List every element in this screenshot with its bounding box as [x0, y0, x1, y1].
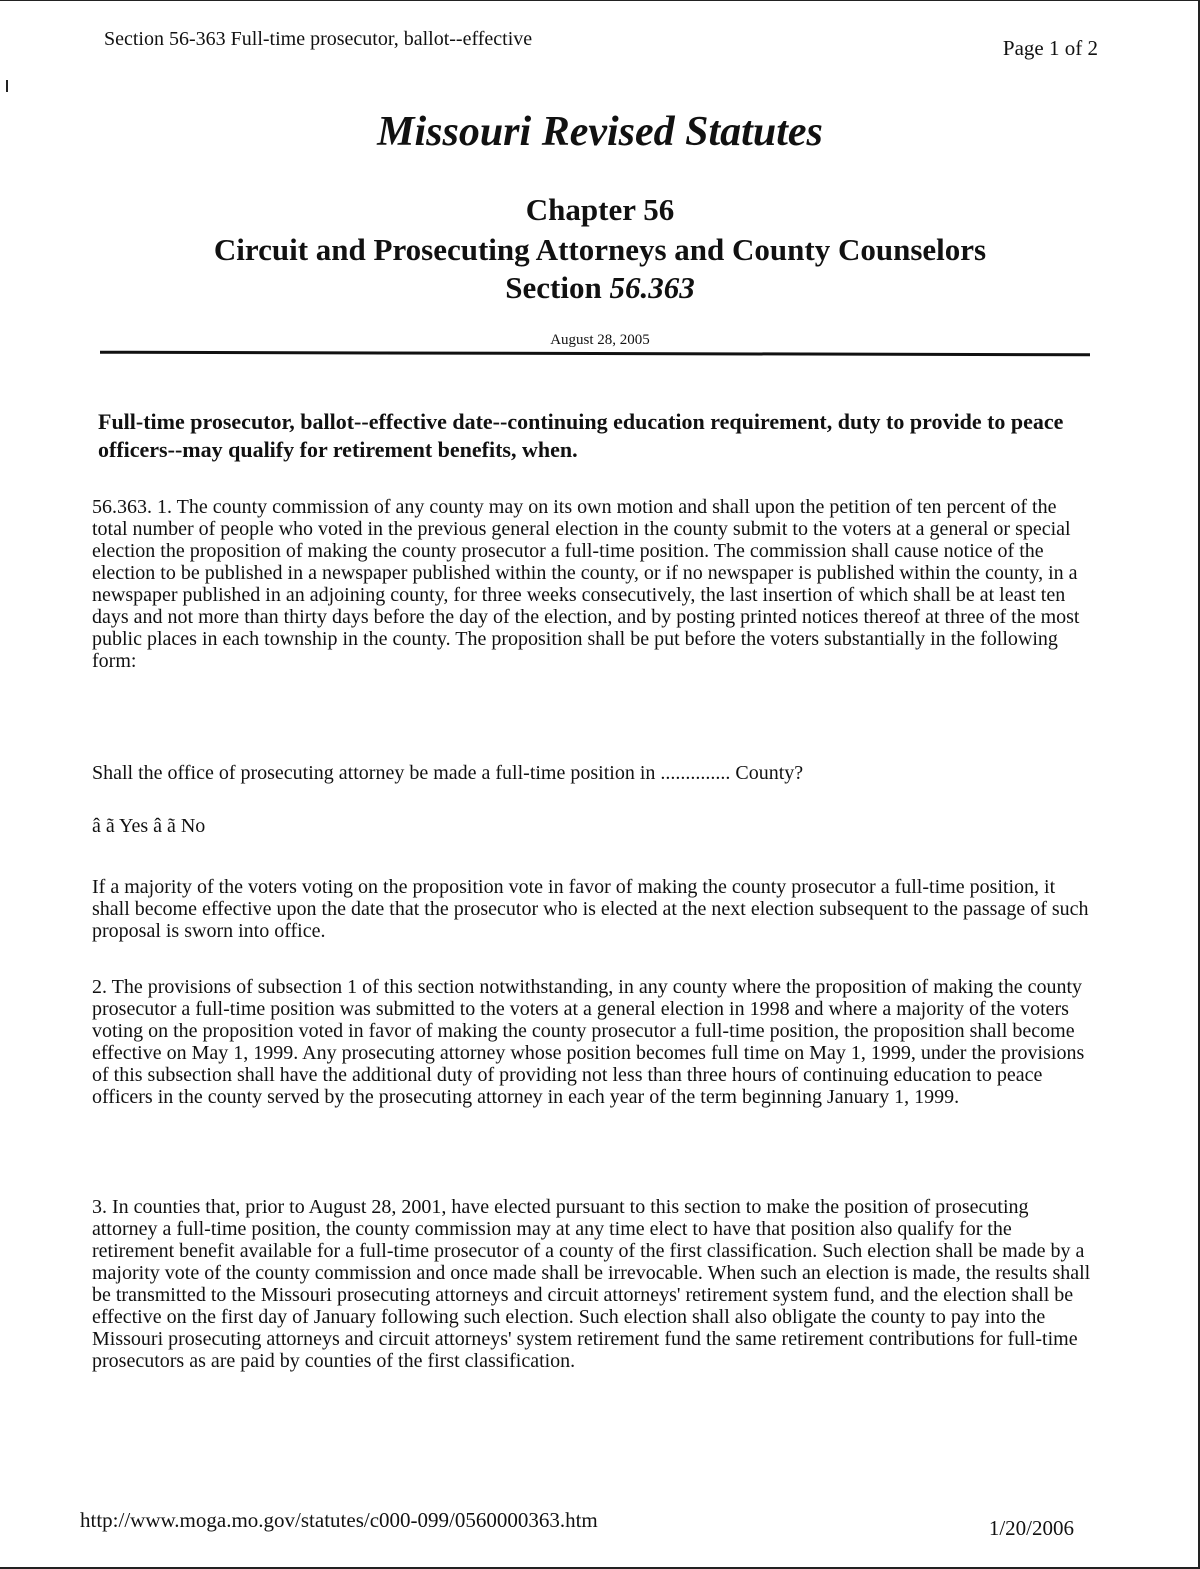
effective-date: August 28, 2005: [550, 332, 650, 348]
footer-url: http://www.moga.mo.gov/statutes/c000-099/0560000363.htm: [80, 1508, 598, 1532]
paragraph-1: 56.363. 1. The county commission of any county may on its own motion and shall upon the petition of ten percent of the total number of people who voted in the previous general election in the county submit to the voters at a general or special election the proposition of making the county prosecutor a full-time position. The commission shall cause notice of the election to be published in a newspaper published within the county, or if no newspaper is published within the county, in a newspaper published in an adjoining county, for three weeks consecutively, the last insertion of which shall be at least ten days and not more than thirty days before the day of the election, and by posting printed notices thereof at three of the most public places in each township in the county. The proposition shall be put before the voters substantially in the following form:: [92, 496, 1080, 672]
paragraph-3: 3. In counties that, prior to August 28, 2001, have elected pursuant to this section to make the position of prosecuting attorney a full-time position, the county commission may at any time elect to have that position also qualify for the retirement benefit available for a full-time prosecutor of a county of the first classification. Such election shall be made by a majority vote of the county commission and once made shall be irrevocable. When such an election is made, the results shall be transmitted to the Missouri prosecuting attorneys and circuit attorneys' retirement system fund, and the election shall be effective on the first day of January following such election. Such election shall also obligate the county to pay into the Missouri prosecuting attorneys and circuit attorneys' system retirement fund the same retirement contributions for full-time prosecutors as are paid by counties of the first classification.: [92, 1196, 1091, 1372]
page-number: Page 1 of 2: [1002, 36, 1098, 60]
running-header-title: Section 56-363 Full-time prosecutor, ballot--effective: [104, 28, 533, 50]
chapter-title: Circuit and Prosecuting Attorneys and County Counselors: [213, 232, 987, 267]
section-number: 56.363: [609, 270, 695, 305]
paragraph-majority: If a majority of the voters voting on the proposition vote in favor of making the county prosecutor a full-time position, it shall become effective upon the date that the prosecutor who is elected at the next election subsequent to the passage of such proposal is sworn into office.: [92, 876, 1089, 942]
scan-mark: [6, 80, 8, 92]
paragraph-2: 2. The provisions of subsection 1 of this section notwithstanding, in any county where the proposition of making the county prosecutor a full-time position was submitted to the voters at a general election in 1998 and where a majority of the voters voting on the proposition voted in favor of making the county prosecutor a full-time position, the proposition shall become effective on May 1, 1999. Any prosecuting attorney whose position becomes full time on May 1, 1999, under the provisions of this subsection shall have the additional duty of providing not less than three hours of continuing education to peace officers in the county served by the prosecuting attorney in each year of the term beginning January 1, 1999.: [92, 976, 1085, 1108]
chapter-number: Chapter 56: [525, 192, 675, 227]
ballot-options: â ã Yes â ã No: [92, 815, 206, 837]
section-label: Section: [505, 270, 602, 305]
footer-print-date: 1/20/2006: [988, 1516, 1074, 1540]
scan-top-edge: [0, 0, 1200, 5]
section-line: [0, 270, 1200, 306]
ballot-question: Shall the office of prosecuting attorney be made a full-time position in .............. County?: [92, 762, 804, 784]
document-title: Missouri Revised Statutes: [377, 109, 823, 155]
divider-rule: [100, 351, 1090, 357]
section-heading: Full-time prosecutor, ballot--effective date--continuing education requirement, duty to provide to peace officers--may qualify for retirement benefits, when.: [98, 409, 1064, 462]
